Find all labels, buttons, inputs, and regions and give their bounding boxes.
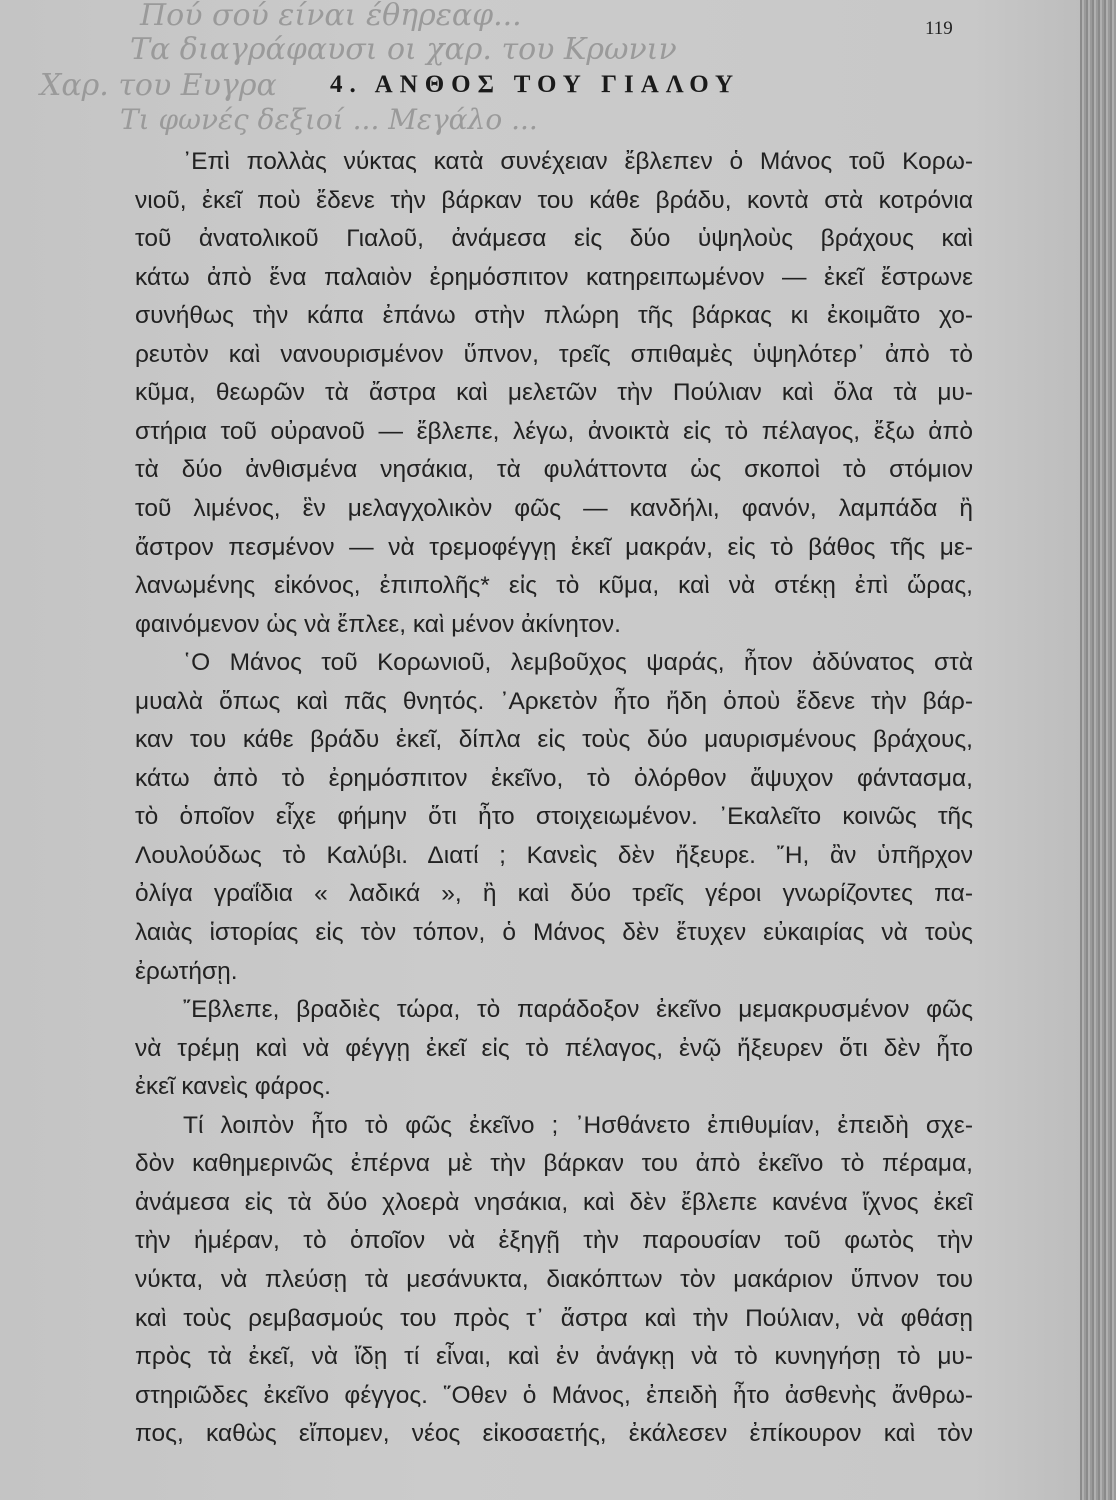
text-line: τὸ ὁποῖον εἶχε φήμην ὅτι ἦτο στοιχειωμένον. ᾽Εκαλεῖτο κοινῶς τῆς bbox=[135, 803, 973, 831]
text-line: νὰ τρέμῃ καὶ νὰ φέγγῃ ἐκεῖ εἰς τὸ πέλαγος, ἐνῷ ἤξευρεν ὅτι δὲν ἦτο bbox=[135, 1034, 973, 1062]
text-line: τοῦ λιμένος, ἓν μελαγχολικὸν φῶς — κανδήλι, φανόν, λαμπάδα ἢ bbox=[135, 494, 973, 522]
text-line: στηριῶδες ἐκεῖνο φέγγος. ῞Οθεν ὁ Μάνος, ἐπειδὴ ἦτο ἀσθενὴς ἄνθρω- bbox=[135, 1381, 973, 1409]
text-line: ἄστρον πεσμένον — νὰ τρεμοφέγγῃ ἐκεῖ μακράν, εἰς τὸ βάθος τῆς με- bbox=[135, 533, 973, 561]
text-line: ῎Εβλεπε, βραδιὲς τώρα, τὸ παράδοξον ἐκεῖνο μεμακρυσμένον φῶς bbox=[183, 996, 973, 1024]
text-line: νιοῦ, ἐκεῖ ποὺ ἔδενε τὴν βάρκαν του κάθε βράδυ, κοντὰ στὰ κοτρόνια bbox=[135, 186, 973, 214]
text-line: ῾Ο Μάνος τοῦ Κορωνιοῦ, λεμβοῦχος ψαράς, ἦτον ἀδύνατος στὰ bbox=[183, 649, 973, 677]
text-line: ρευτὸν καὶ νανουρισμένον ὕπνον, τρεῖς σπιθαμὲς ὑψηλότερ᾽ ἀπὸ τὸ bbox=[135, 340, 973, 368]
page-stack-edge bbox=[1080, 0, 1116, 1500]
text-line: πρὸς τὰ ἐκεῖ, νὰ ἴδῃ τί εἶναι, καὶ ἐν ἀνάγκῃ νὰ τὸ κυνηγήσῃ τὸ μυ- bbox=[135, 1343, 973, 1371]
handwritten-note: Χαρ. του Ευγρα bbox=[40, 68, 277, 103]
text-line: φαινόμενον ὡς νὰ ἔπλεε, καὶ μένον ἀκίνητον. bbox=[135, 610, 621, 638]
handwritten-note: Τι φωνές δεξιοί ... Μεγάλο ... bbox=[120, 103, 538, 136]
text-line: πος, καθὼς εἴπομεν, νέος εἰκοσαετής, ἐκάλεσεν ἐπίκουρον καὶ τὸν bbox=[135, 1420, 973, 1448]
page-number: 119 bbox=[925, 18, 953, 39]
text-line: καὶ τοὺς ρεμβασμούς του πρὸς τ᾽ ἄστρα καὶ τὴν Πούλιαν, νὰ φθάσῃ bbox=[135, 1304, 973, 1332]
text-line: λαιὰς ἱστορίας εἰς τὸν τόπον, ὁ Μάνος δὲν ἔτυχεν εὐκαιρίας νὰ τοὺς bbox=[135, 919, 973, 946]
text-line: νύκτα, νὰ πλεύσῃ τὰ μεσάνυκτα, διακόπτων τὸν μακάριον ὕπνον του bbox=[135, 1265, 973, 1293]
text-line: τὰ δύο ἀνθισμένα νησάκια, τὰ φυλάττοντα ὡς σκοποὶ τὸ στόμιον bbox=[135, 456, 973, 484]
text-line: ὀλίγα γραΐδια « λαδικά », ἢ καὶ δύο τρεῖς γέροι γνωρίζοντες πα- bbox=[135, 880, 973, 908]
chapter-title: 4. ΑΝΘΟΣ ΤΟΥ ΓΙΑΛΟΥ bbox=[330, 71, 741, 98]
text-line: μυαλὰ ὅπως καὶ πᾶς θνητός. ᾽Αρκετὸν ἦτο ἤδη ὁποὺ ἔδενε τὴν βάρ- bbox=[135, 687, 973, 715]
text-line: τοῦ ἀνατολικοῦ Γιαλοῦ, ἀνάμεσα εἰς δύο ὑψηλοὺς βράχους καὶ bbox=[135, 225, 973, 253]
text-line: ᾽Επὶ πολλὰς νύκτας κατὰ συνέχειαν ἔβλεπεν ὁ Μάνος τοῦ Κορω- bbox=[183, 148, 973, 175]
text-line: ἀνάμεσα εἰς τὰ δύο χλοερὰ νησάκια, καὶ δὲν ἔβλεπε κανένα ἴχνος ἐκεῖ bbox=[135, 1188, 973, 1216]
handwritten-note: Τα διαγράφαυσι οι χαρ. του Κρωνιν bbox=[130, 32, 677, 67]
handwritten-note: Πού σού είναι έθηρεαφ... bbox=[140, 0, 522, 33]
text-line: Τί λοιπὸν ἦτο τὸ φῶς ἐκεῖνο ; ᾽Ησθάνετο ἐπιθυμίαν, ἐπειδὴ σχε- bbox=[183, 1111, 973, 1139]
text-line: στήρια τοῦ οὐρανοῦ — ἔβλεπε, λέγω, ἀνοικτὰ εἰς τὸ πέλαγος, ἔξω ἀπὸ bbox=[135, 417, 973, 445]
text-line: τὴν ἡμέραν, τὸ ὁποῖον νὰ ἐξηγῇ τὴν παρουσίαν τοῦ φωτὸς τὴν bbox=[135, 1227, 973, 1255]
text-line: δὸν καθημερινῶς ἐπέρνα μὲ τὴν βάρκαν του ἀπὸ ἐκεῖνο τὸ πέραμα, bbox=[135, 1150, 973, 1178]
text-line: καν του κάθε βράδυ ἐκεῖ, δίπλα εἰς τοὺς δύο μαυρισμένους βράχους, bbox=[135, 726, 973, 754]
text-line: ἐκεῖ κανεὶς φάρος. bbox=[135, 1073, 331, 1101]
text-line: λανωμένης εἰκόνος, ἐπιπολῆς* εἰς τὸ κῦμα, καὶ νὰ στέκῃ ἐπὶ ὥρας, bbox=[135, 572, 973, 600]
text-line: Λουλούδως τὸ Καλύβι. Διατί ; Κανεὶς δὲν ἤξευρε. ῎Η, ἂν ὑπῆρχον bbox=[135, 841, 973, 869]
text-line: κάτω ἀπὸ τὸ ἐρημόσπιτον ἐκεῖνο, τὸ ὀλόρθον ἄψυχον φάντασμα, bbox=[135, 764, 973, 792]
text-line: κῦμα, θεωρῶν τὰ ἄστρα καὶ μελετῶν τὴν Πούλιαν καὶ ὅλα τὰ μυ- bbox=[135, 379, 973, 407]
text-line: κάτω ἀπὸ ἕνα παλαιὸν ἐρημόσπιτον κατηρειπωμένον — ἐκεῖ ἔστρωνε bbox=[135, 263, 973, 291]
text-line: ἐρωτήσῃ. bbox=[135, 957, 238, 985]
text-line: συνήθως τὴν κάπα ἐπάνω στὴν πλώρη τῆς βάρκας κι ἐκοιμᾶτο χο- bbox=[135, 302, 973, 330]
